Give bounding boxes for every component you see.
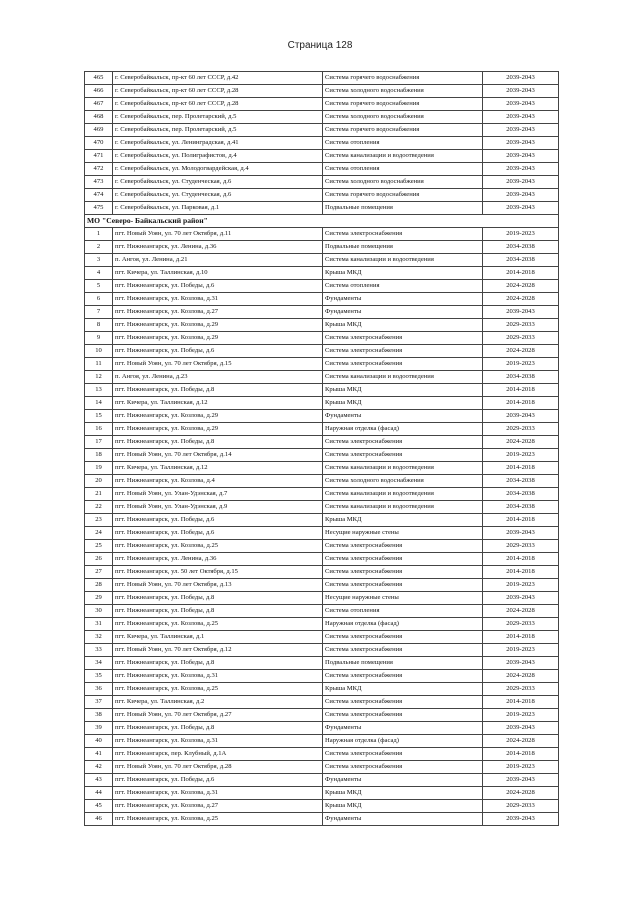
row-number: 27: [85, 566, 113, 579]
row-number: 4: [85, 267, 113, 280]
system-cell: Система горячего водоснабжения: [323, 124, 483, 137]
table-row: [85, 670, 559, 683]
address-cell: г. Северобайкальск, пр-кт 60 лет СССР, д.28: [113, 98, 323, 111]
row-number: 18: [85, 449, 113, 462]
row-number: 475: [85, 202, 113, 215]
address-cell: г. Северобайкальск, пр-кт 60 лет СССР, д.42: [113, 72, 323, 85]
period-cell: 2024-2028: [483, 293, 559, 306]
address-cell: пгт. Нижнеангарск, ул. Козлова, д.29: [113, 410, 323, 423]
address-cell: г. Северобайкальск, ул. Молодогвардейская, д.4: [113, 163, 323, 176]
system-cell: Система электроснабжения: [323, 358, 483, 371]
system-cell: Система канализации и водоотведения: [323, 254, 483, 267]
period-cell: 2019-2023: [483, 579, 559, 592]
system-cell: Крыша МКД: [323, 514, 483, 527]
system-cell: Система отопления: [323, 605, 483, 618]
period-cell: 2034-2038: [483, 241, 559, 254]
row-number: 16: [85, 423, 113, 436]
row-number: 466: [85, 85, 113, 98]
row-number: 472: [85, 163, 113, 176]
period-cell: 2039-2043: [483, 98, 559, 111]
row-number: 43: [85, 774, 113, 787]
period-cell: 2039-2043: [483, 189, 559, 202]
system-cell: Система электроснабжения: [323, 553, 483, 566]
address-cell: пгт. Нижнеангарск, ул. Победы, д.6: [113, 774, 323, 787]
table-row: [85, 566, 559, 579]
system-cell: Фундаменты: [323, 722, 483, 735]
period-cell: 2024-2028: [483, 735, 559, 748]
row-number: 39: [85, 722, 113, 735]
system-cell: Крыша МКД: [323, 267, 483, 280]
row-number: 6: [85, 293, 113, 306]
period-cell: 2029-2033: [483, 800, 559, 813]
address-cell: пгт. Нижнеангарск, ул. Козлова, д.31: [113, 735, 323, 748]
row-number: 42: [85, 761, 113, 774]
system-cell: Система канализации и водоотведения: [323, 150, 483, 163]
period-cell: 2014-2018: [483, 566, 559, 579]
address-cell: пгт. Кичера, ул. Таллинская, д.12: [113, 397, 323, 410]
period-cell: 2024-2028: [483, 436, 559, 449]
table-row: [85, 98, 559, 111]
system-cell: Фундаменты: [323, 410, 483, 423]
table-row: [85, 501, 559, 514]
system-cell: Система электроснабжения: [323, 579, 483, 592]
row-number: 19: [85, 462, 113, 475]
table-row: [85, 592, 559, 605]
address-cell: пгт. Нижнеангарск, ул. Козлова, д.25: [113, 813, 323, 826]
row-number: 45: [85, 800, 113, 813]
period-cell: 2029-2033: [483, 319, 559, 332]
address-cell: пгт. Нижнеангарск, ул. Козлова, д.25: [113, 540, 323, 553]
period-cell: 2014-2018: [483, 748, 559, 761]
system-cell: Крыша МКД: [323, 384, 483, 397]
address-cell: пгт. Нижнеангарск, ул. Победы, д.6: [113, 527, 323, 540]
system-cell: Система электроснабжения: [323, 644, 483, 657]
system-cell: Наружная отделка (фасад): [323, 423, 483, 436]
section-header-group: [85, 215, 559, 228]
row-number: 15: [85, 410, 113, 423]
system-cell: Система отопления: [323, 280, 483, 293]
system-cell: Крыша МКД: [323, 800, 483, 813]
row-number: 5: [85, 280, 113, 293]
row-number: 31: [85, 618, 113, 631]
row-number: 26: [85, 553, 113, 566]
row-number: 29: [85, 592, 113, 605]
row-number: 11: [85, 358, 113, 371]
row-number: 469: [85, 124, 113, 137]
address-cell: п. Ангоя, ул. Ленина, д.23: [113, 371, 323, 384]
row-number: 28: [85, 579, 113, 592]
period-cell: 2039-2043: [483, 150, 559, 163]
address-cell: пгт. Нижнеангарск, пер. Клубный, д.1А: [113, 748, 323, 761]
address-cell: пгт. Новый Уоян, ул. 70 лет Октября, д.28: [113, 761, 323, 774]
address-cell: г. Северобайкальск, пр-кт 60 лет СССР, д.28: [113, 85, 323, 98]
row-number: 474: [85, 189, 113, 202]
address-cell: пгт. Нижнеангарск, ул. 50 лет Октября, д.15: [113, 566, 323, 579]
address-cell: пгт. Нижнеангарск, ул. Победы, д.8: [113, 436, 323, 449]
row-number: 25: [85, 540, 113, 553]
table-row: [85, 358, 559, 371]
period-cell: 2019-2023: [483, 644, 559, 657]
address-cell: пгт. Кичера, ул. Таллинская, д.12: [113, 462, 323, 475]
period-cell: 2039-2043: [483, 657, 559, 670]
table-row: [85, 111, 559, 124]
period-cell: 2039-2043: [483, 85, 559, 98]
address-cell: пгт. Нижнеангарск, ул. Победы, д.8: [113, 592, 323, 605]
period-cell: 2034-2038: [483, 501, 559, 514]
period-cell: 2029-2033: [483, 423, 559, 436]
table-row: [85, 72, 559, 85]
address-cell: пгт. Нижнеангарск, ул. Победы, д.8: [113, 384, 323, 397]
table-row: [85, 462, 559, 475]
table-row: [85, 618, 559, 631]
table-row: [85, 644, 559, 657]
address-cell: пгт. Новый Уоян, ул. 70 лет Октября, д.13: [113, 579, 323, 592]
table-row: [85, 709, 559, 722]
system-cell: Система канализации и водоотведения: [323, 488, 483, 501]
address-cell: пгт. Нижнеангарск, ул. Победы, д.8: [113, 722, 323, 735]
address-cell: пгт. Кичера, ул. Таллинская, д.2: [113, 696, 323, 709]
table-row: [85, 436, 559, 449]
period-cell: 2034-2038: [483, 371, 559, 384]
page-title: Страница 128: [287, 40, 353, 51]
table-row: [85, 787, 559, 800]
table-row: [85, 241, 559, 254]
period-cell: 2024-2028: [483, 605, 559, 618]
system-cell: Система холодного водоснабжения: [323, 111, 483, 124]
period-cell: 2039-2043: [483, 163, 559, 176]
system-cell: Система горячего водоснабжения: [323, 98, 483, 111]
table-row: [85, 410, 559, 423]
table-row: [85, 267, 559, 280]
address-cell: пгт. Нижнеангарск, ул. Козлова, д.27: [113, 306, 323, 319]
table-row: [85, 657, 559, 670]
row-number: 467: [85, 98, 113, 111]
row-number: 22: [85, 501, 113, 514]
period-cell: 2024-2028: [483, 670, 559, 683]
address-cell: пгт. Новый Уоян, ул. 70 лет Октября, д.15: [113, 358, 323, 371]
table-row: [85, 306, 559, 319]
system-cell: Система электроснабжения: [323, 449, 483, 462]
period-cell: 2039-2043: [483, 202, 559, 215]
address-cell: п. Ангоя, ул. Ленина, д.21: [113, 254, 323, 267]
table-row: [85, 371, 559, 384]
table-row: [85, 735, 559, 748]
period-cell: 2024-2028: [483, 787, 559, 800]
period-cell: 2024-2028: [483, 345, 559, 358]
row-number: 10: [85, 345, 113, 358]
address-cell: пгт. Нижнеангарск, ул. Победы, д.6: [113, 514, 323, 527]
row-number: 8: [85, 319, 113, 332]
address-cell: пгт. Новый Уоян, ул. 70 лет Октября, д.27: [113, 709, 323, 722]
system-cell: Система горячего водоснабжения: [323, 72, 483, 85]
row-number: 35: [85, 670, 113, 683]
address-cell: пгт. Нижнеангарск, ул. Победы, д.8: [113, 657, 323, 670]
system-cell: Система электроснабжения: [323, 631, 483, 644]
system-cell: Система холодного водоснабжения: [323, 176, 483, 189]
period-cell: 2014-2018: [483, 462, 559, 475]
system-cell: Система электроснабжения: [323, 566, 483, 579]
row-number: 44: [85, 787, 113, 800]
row-number: 3: [85, 254, 113, 267]
table-row: [85, 332, 559, 345]
address-cell: пгт. Нижнеангарск, ул. Победы, д.6: [113, 280, 323, 293]
period-cell: 2014-2018: [483, 397, 559, 410]
period-cell: 2039-2043: [483, 592, 559, 605]
system-cell: Крыша МКД: [323, 397, 483, 410]
table-row: [85, 774, 559, 787]
system-cell: Система канализации и водоотведения: [323, 501, 483, 514]
row-number: 32: [85, 631, 113, 644]
system-cell: Система холодного водоснабжения: [323, 85, 483, 98]
period-cell: 2019-2023: [483, 228, 559, 241]
period-cell: 2029-2033: [483, 332, 559, 345]
system-cell: Несущие наружные стены: [323, 527, 483, 540]
system-cell: Наружная отделка (фасад): [323, 618, 483, 631]
address-cell: пгт. Нижнеангарск, ул. Козлова, д.25: [113, 683, 323, 696]
period-cell: 2039-2043: [483, 72, 559, 85]
address-cell: пгт. Нижнеангарск, ул. Козлова, д.31: [113, 670, 323, 683]
table-row: [85, 722, 559, 735]
repair-schedule-table: [84, 71, 559, 826]
row-number: 17: [85, 436, 113, 449]
row-number: 30: [85, 605, 113, 618]
table-row: [85, 345, 559, 358]
period-cell: 2039-2043: [483, 527, 559, 540]
period-cell: 2014-2018: [483, 384, 559, 397]
table-row: [85, 163, 559, 176]
address-cell: пгт. Новый Уоян, ул. 70 лет Октября, д.14: [113, 449, 323, 462]
period-cell: 2039-2043: [483, 722, 559, 735]
address-cell: пгт. Нижнеангарск, ул. Победы, д.8: [113, 605, 323, 618]
address-cell: пгт. Нижнеангарск, ул. Козлова, д.4: [113, 475, 323, 488]
address-cell: пгт. Нижнеангарск, ул. Козлова, д.25: [113, 618, 323, 631]
table-row: [85, 397, 559, 410]
top-rows-group: [85, 72, 559, 215]
system-cell: Крыша МКД: [323, 319, 483, 332]
address-cell: пгт. Кичера, ул. Таллинская, д.10: [113, 267, 323, 280]
system-cell: Система канализации и водоотведения: [323, 462, 483, 475]
table-row: [85, 150, 559, 163]
address-cell: пгт. Нижнеангарск, ул. Ленина, д.36: [113, 241, 323, 254]
row-number: 36: [85, 683, 113, 696]
section-header-row: [85, 215, 559, 228]
address-cell: пгт. Новый Уоян, ул. 70 лет Октября, д.12: [113, 644, 323, 657]
table-row: [85, 293, 559, 306]
system-cell: Система горячего водоснабжения: [323, 189, 483, 202]
table-row: [85, 696, 559, 709]
address-cell: пгт. Новый Уоян, ул. Улан-Удэнская, д.7: [113, 488, 323, 501]
address-cell: пгт. Нижнеангарск, ул. Козлова, д.31: [113, 293, 323, 306]
table-row: [85, 202, 559, 215]
system-cell: Наружная отделка (фасад): [323, 735, 483, 748]
system-cell: Система электроснабжения: [323, 436, 483, 449]
address-cell: пгт. Нижнеангарск, ул. Козлова, д.27: [113, 800, 323, 813]
address-cell: г. Северобайкальск, пер. Пролетарский, д.5: [113, 124, 323, 137]
period-cell: 2039-2043: [483, 774, 559, 787]
row-number: 1: [85, 228, 113, 241]
period-cell: 2034-2038: [483, 475, 559, 488]
row-number: 13: [85, 384, 113, 397]
row-number: 471: [85, 150, 113, 163]
table-row: [85, 280, 559, 293]
period-cell: 2029-2033: [483, 683, 559, 696]
period-cell: 2019-2023: [483, 358, 559, 371]
period-cell: 2039-2043: [483, 813, 559, 826]
table-row: [85, 384, 559, 397]
table-row: [85, 800, 559, 813]
system-cell: Фундаменты: [323, 306, 483, 319]
period-cell: 2014-2018: [483, 514, 559, 527]
row-number: 41: [85, 748, 113, 761]
table-row: [85, 540, 559, 553]
address-cell: пгт. Нижнеангарск, ул. Козлова, д.29: [113, 332, 323, 345]
system-cell: Несущие наружные стены: [323, 592, 483, 605]
period-cell: 2029-2033: [483, 540, 559, 553]
row-number: 24: [85, 527, 113, 540]
period-cell: 2039-2043: [483, 176, 559, 189]
period-cell: 2019-2023: [483, 761, 559, 774]
row-number: 20: [85, 475, 113, 488]
system-cell: Система электроснабжения: [323, 696, 483, 709]
table-row: [85, 189, 559, 202]
address-cell: пгт. Нижнеангарск, ул. Козлова, д.29: [113, 423, 323, 436]
row-number: 23: [85, 514, 113, 527]
system-cell: Система электроснабжения: [323, 670, 483, 683]
address-cell: г. Северобайкальск, ул. Полиграфистов, д.4: [113, 150, 323, 163]
address-cell: пгт. Кичера, ул. Таллинская, д.1: [113, 631, 323, 644]
address-cell: г. Северобайкальск, ул. Ленинградская, д.41: [113, 137, 323, 150]
table-row: [85, 527, 559, 540]
address-cell: пгт. Нижнеангарск, ул. Козлова, д.29: [113, 319, 323, 332]
period-cell: 2039-2043: [483, 410, 559, 423]
period-cell: 2039-2043: [483, 306, 559, 319]
system-cell: Фундаменты: [323, 774, 483, 787]
system-cell: Система электроснабжения: [323, 748, 483, 761]
period-cell: 2014-2018: [483, 553, 559, 566]
system-cell: Подвальные помещения: [323, 657, 483, 670]
system-cell: Система электроснабжения: [323, 540, 483, 553]
row-number: 12: [85, 371, 113, 384]
row-number: 9: [85, 332, 113, 345]
system-cell: Крыша МКД: [323, 787, 483, 800]
system-cell: Система отопления: [323, 163, 483, 176]
system-cell: Фундаменты: [323, 293, 483, 306]
address-cell: г. Северобайкальск, ул. Студенческая, д.6: [113, 176, 323, 189]
period-cell: 2039-2043: [483, 124, 559, 137]
table-row: [85, 553, 559, 566]
period-cell: 2019-2023: [483, 449, 559, 462]
period-cell: 2039-2043: [483, 137, 559, 150]
period-cell: 2014-2018: [483, 267, 559, 280]
table-row: [85, 85, 559, 98]
table-row: [85, 475, 559, 488]
table-row: [85, 748, 559, 761]
period-cell: 2034-2038: [483, 254, 559, 267]
period-cell: 2014-2018: [483, 696, 559, 709]
table-row: [85, 124, 559, 137]
address-cell: пгт. Нижнеангарск, ул. Козлова, д.31: [113, 787, 323, 800]
row-number: 470: [85, 137, 113, 150]
system-cell: Подвальные помещения: [323, 202, 483, 215]
system-cell: Система электроснабжения: [323, 228, 483, 241]
row-number: 46: [85, 813, 113, 826]
table-row: [85, 683, 559, 696]
table-row: [85, 449, 559, 462]
section-title: МО "Северо- Байкальский район": [85, 215, 559, 228]
address-cell: г. Северобайкальск, ул. Парковая, д.1: [113, 202, 323, 215]
system-cell: Подвальные помещения: [323, 241, 483, 254]
address-cell: г. Северобайкальск, ул. Студенческая, д.6: [113, 189, 323, 202]
address-cell: пгт. Новый Уоян, ул. 70 лет Октября, д.11: [113, 228, 323, 241]
row-number: 37: [85, 696, 113, 709]
period-cell: 2019-2023: [483, 709, 559, 722]
table-row: [85, 605, 559, 618]
row-number: 7: [85, 306, 113, 319]
system-cell: Фундаменты: [323, 813, 483, 826]
row-number: 473: [85, 176, 113, 189]
period-cell: 2014-2018: [483, 631, 559, 644]
system-cell: Система отопления: [323, 137, 483, 150]
system-cell: Система электроснабжения: [323, 761, 483, 774]
table-row: [85, 631, 559, 644]
table-row: [85, 488, 559, 501]
table-row: [85, 813, 559, 826]
row-number: 34: [85, 657, 113, 670]
period-cell: 2034-2038: [483, 488, 559, 501]
table-row: [85, 319, 559, 332]
system-cell: Система электроснабжения: [323, 332, 483, 345]
table-row: [85, 137, 559, 150]
table-row: [85, 579, 559, 592]
section-rows-group: [85, 228, 559, 826]
row-number: 2: [85, 241, 113, 254]
row-number: 468: [85, 111, 113, 124]
system-cell: Система электроснабжения: [323, 709, 483, 722]
table-row: [85, 176, 559, 189]
system-cell: Система канализации и водоотведения: [323, 371, 483, 384]
system-cell: Система холодного водоснабжения: [323, 475, 483, 488]
table-row: [85, 423, 559, 436]
row-number: 38: [85, 709, 113, 722]
row-number: 465: [85, 72, 113, 85]
address-cell: пгт. Нижнеангарск, ул. Победы, д.6: [113, 345, 323, 358]
address-cell: г. Северобайкальск, пер. Пролетарский, д.5: [113, 111, 323, 124]
row-number: 33: [85, 644, 113, 657]
table-row: [85, 228, 559, 241]
period-cell: 2039-2043: [483, 111, 559, 124]
address-cell: пгт. Нижнеангарск, ул. Ленина, д.36: [113, 553, 323, 566]
row-number: 40: [85, 735, 113, 748]
system-cell: Система электроснабжения: [323, 345, 483, 358]
system-cell: Крыша МКД: [323, 683, 483, 696]
table-row: [85, 761, 559, 774]
address-cell: пгт. Новый Уоян, ул. Улан-Удэнская, д.9: [113, 501, 323, 514]
table-row: [85, 514, 559, 527]
row-number: 21: [85, 488, 113, 501]
table-row: [85, 254, 559, 267]
period-cell: 2024-2028: [483, 280, 559, 293]
row-number: 14: [85, 397, 113, 410]
period-cell: 2029-2033: [483, 618, 559, 631]
